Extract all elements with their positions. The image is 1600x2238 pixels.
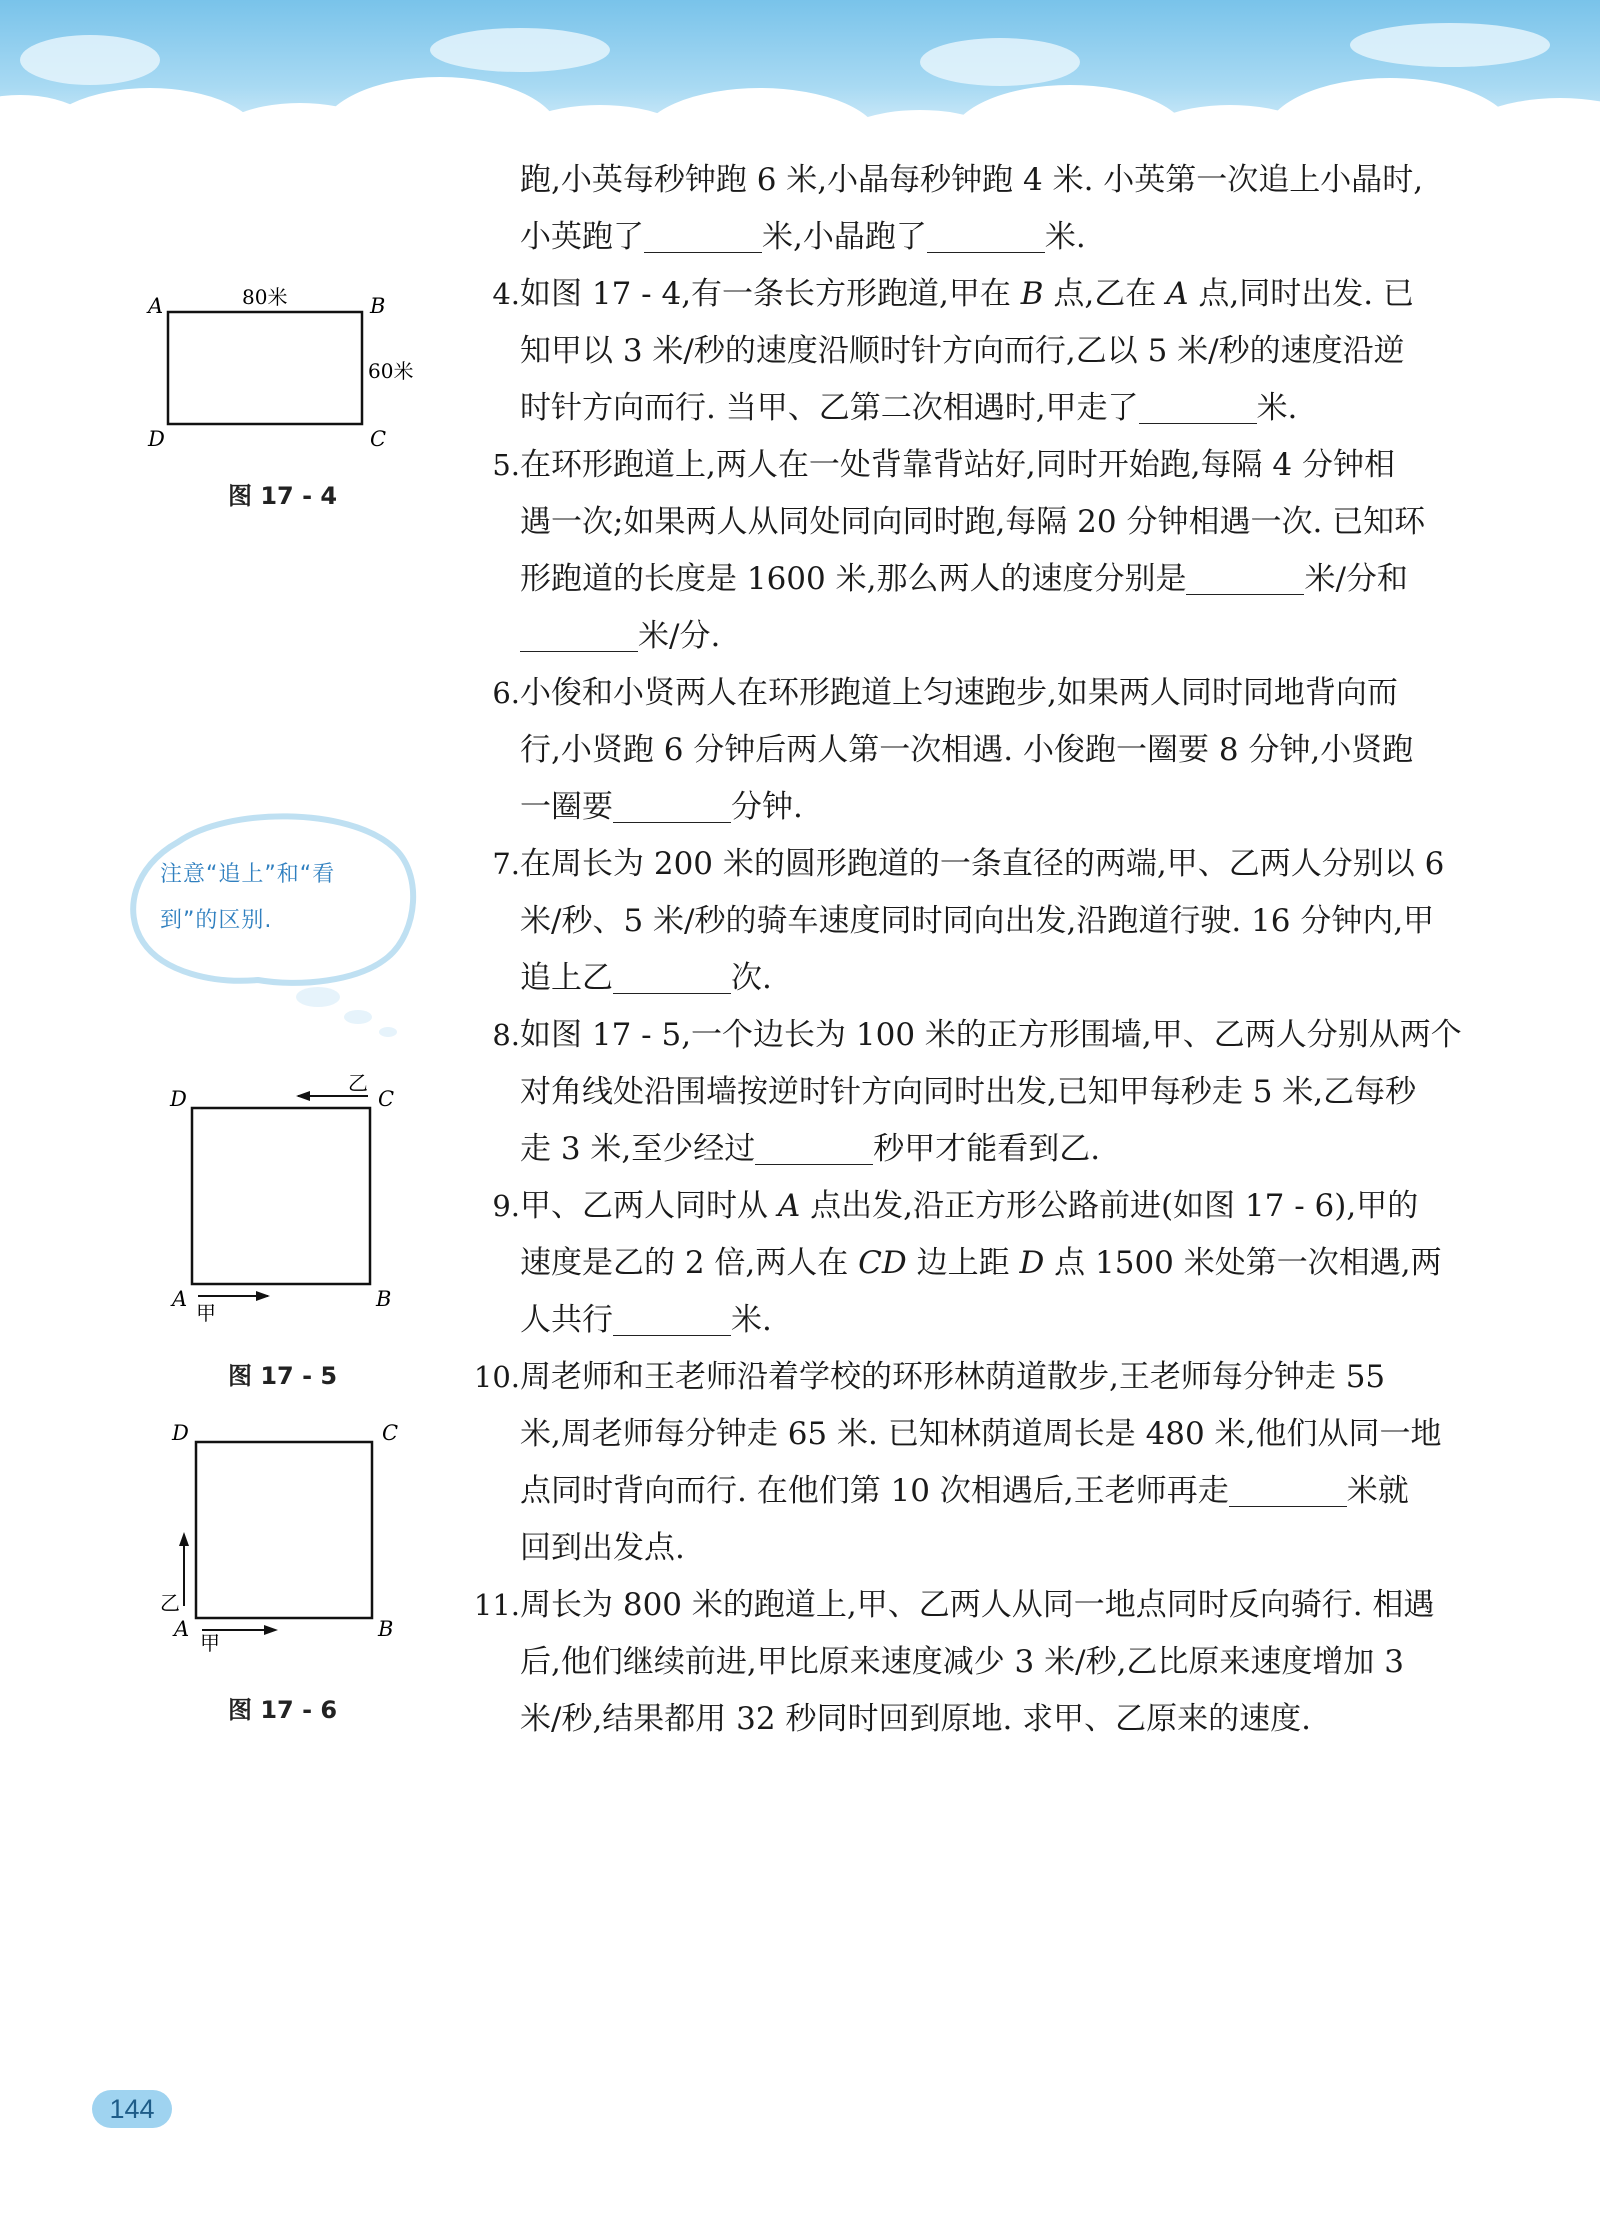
problem-6-line-1: 6.小俊和小贤两人在环形跑道上匀速跑步,如果两人同时同地背向而 <box>470 665 1480 722</box>
problem-number: 7. <box>492 847 520 881</box>
problem-3-line-1: 跑,小英每秒钟跑 6 米,小晶每秒钟跑 4 米. 小英第一次追上小晶时, <box>520 162 1424 198</box>
fig4-label-b: B <box>370 294 386 318</box>
answer-blank[interactable] <box>613 959 731 994</box>
problem-10-line-4: 回到出发点. <box>520 1530 685 1566</box>
fig5-arrow-left-icon <box>296 1091 310 1101</box>
figure-17-4-caption: 图 17 - 4 <box>228 482 338 510</box>
problem-8-line-3: 走 3 米,至少经过 秒甲才能看到乙. <box>520 1131 1101 1167</box>
fig6-arrow-up-icon <box>179 1532 189 1546</box>
problem-4-line-3: 时针方向而行. 当甲、乙第二次相遇时,甲走了 米. <box>520 390 1298 426</box>
answer-blank[interactable] <box>927 218 1045 253</box>
problem-4-line-1: 4.如图 17 - 4,有一条长方形跑道,甲在 B 点,乙在 A 点,同时出发. 已 <box>470 266 1480 323</box>
problem-6-line-3: 一圈要 分钟. <box>520 789 803 825</box>
problem-number: 11. <box>473 1588 520 1622</box>
problem-5-line-4: 米/分. <box>470 608 1480 665</box>
figure-17-6-caption: 图 17 - 6 <box>228 1696 338 1724</box>
fig4-top-length: 80米 <box>242 285 288 309</box>
fig4-label-a: A <box>148 294 164 318</box>
answer-blank[interactable] <box>1139 389 1257 424</box>
figure-17-5-square <box>150 1070 430 1340</box>
fig5-label-b: B <box>376 1287 392 1311</box>
problem-number: 10. <box>473 1360 520 1394</box>
answer-blank[interactable] <box>1186 560 1304 595</box>
note-bubble-line-2: 到”的区别. <box>160 908 273 933</box>
problem-9-line-3: 人共行 米. <box>520 1302 772 1338</box>
problem-number: 9. <box>492 1189 520 1223</box>
answer-blank[interactable] <box>755 1130 873 1165</box>
note-bubble-text <box>160 852 415 944</box>
problem-number: 6. <box>492 676 520 710</box>
problem-4-line-2: 知甲以 3 米/秒的速度沿顺时针方向而行,乙以 5 米/秒的速度沿逆 <box>520 333 1405 369</box>
header-clouds <box>0 0 1600 175</box>
problem-11-line-2: 后,他们继续前进,甲比原来速度减少 3 米/秒,乙比原来速度增加 3 <box>520 1644 1405 1680</box>
answer-blank[interactable] <box>613 788 731 823</box>
fig6-label-a: A <box>174 1617 190 1641</box>
problem-11-line-1: 11.周长为 800 米的跑道上,甲、乙两人从同一地点同时反向骑行. 相遇 <box>470 1577 1480 1634</box>
figure-17-4-rectangle <box>140 280 440 460</box>
problem-11-line-3: 米/秒,结果都用 32 秒同时回到原地. 求甲、乙原来的速度. <box>520 1701 1312 1737</box>
fig6-walker-a: 甲 <box>200 1631 220 1655</box>
problem-9-line-1: 9.甲、乙两人同时从 A 点出发,沿正方形公路前进(如图 17 - 6),甲的 <box>470 1178 1480 1235</box>
problem-10-line-3: 点同时背向而行. 在他们第 10 次相遇后,王老师再走 米就 <box>520 1473 1409 1509</box>
fig4-label-c: C <box>370 427 387 451</box>
problem-3-line-2: 小英跑了 米,小晶跑了 米. <box>520 219 1086 255</box>
answer-blank[interactable] <box>1229 1472 1347 1507</box>
figure-17-6-square <box>150 1410 430 1670</box>
fig5-label-a: A <box>172 1287 188 1311</box>
problem-number: 8. <box>492 1018 520 1052</box>
fig4-label-d: D <box>148 427 165 451</box>
fig5-walker-b: 乙 <box>348 1071 368 1095</box>
fig6-label-b: B <box>378 1617 394 1641</box>
problem-10-line-2: 米,周老师每分钟走 65 米. 已知林荫道周长是 480 米,他们从同一地 <box>520 1416 1442 1452</box>
problem-7-line-1: 7.在周长为 200 米的圆形跑道的一条直径的两端,甲、乙两人分别以 6 <box>470 836 1480 893</box>
problem-number: 5. <box>492 448 520 482</box>
fig5-walker-a: 甲 <box>196 1301 216 1325</box>
fig6-arrow-right-icon <box>264 1625 278 1635</box>
fig5-label-c: C <box>378 1087 395 1111</box>
problem-7-line-2: 米/秒、5 米/秒的骑车速度同时同向出发,沿跑道行驶. 16 分钟内,甲 <box>520 903 1435 939</box>
fig6-label-c: C <box>382 1421 399 1445</box>
answer-blank[interactable] <box>613 1301 731 1336</box>
fig4-side-length: 60米 <box>368 359 414 383</box>
problem-6-line-2: 行,小贤跑 6 分钟后两人第一次相遇. 小俊跑一圈要 8 分钟,小贤跑 <box>520 732 1414 768</box>
figure-17-5-caption: 图 17 - 5 <box>228 1362 338 1390</box>
fig5-arrow-right-icon <box>256 1291 270 1301</box>
problem-5-line-1: 5.在环形跑道上,两人在一处背靠背站好,同时开始跑,每隔 4 分钟相 <box>470 437 1480 494</box>
note-bubble-line-1: 注意“追上”和“看 <box>160 862 336 887</box>
problem-9-line-2: 速度是乙的 2 倍,两人在 CD 边上距 D 点 1500 米处第一次相遇,两 <box>520 1245 1442 1281</box>
answer-blank[interactable] <box>520 617 638 652</box>
fig5-label-d: D <box>170 1087 187 1111</box>
fig6-label-d: D <box>172 1421 189 1445</box>
problem-10-line-1: 10.周老师和王老师沿着学校的环形林荫道散步,王老师每分钟走 55 <box>470 1349 1480 1406</box>
problem-5-line-2: 遇一次;如果两人从同处同向同时跑,每隔 20 分钟相遇一次. 已知环 <box>520 504 1426 540</box>
fig6-walker-b: 乙 <box>160 1591 180 1615</box>
page-number: 144 <box>92 2090 172 2128</box>
problem-8-line-1: 8.如图 17 - 5,一个边长为 100 米的正方形围墙,甲、乙两人分别从两个 <box>470 1007 1480 1064</box>
problem-number: 4. <box>492 277 520 311</box>
problem-list <box>470 152 1480 1748</box>
problem-5-line-3: 形跑道的长度是 1600 米,那么两人的速度分别是 米/分和 <box>520 561 1408 597</box>
problem-8-line-2: 对角线处沿围墙按逆时针方向同时出发,已知甲每秒走 5 米,乙每秒 <box>520 1074 1417 1110</box>
answer-blank[interactable] <box>644 218 762 253</box>
problem-7-line-3: 追上乙 次. <box>520 960 772 996</box>
